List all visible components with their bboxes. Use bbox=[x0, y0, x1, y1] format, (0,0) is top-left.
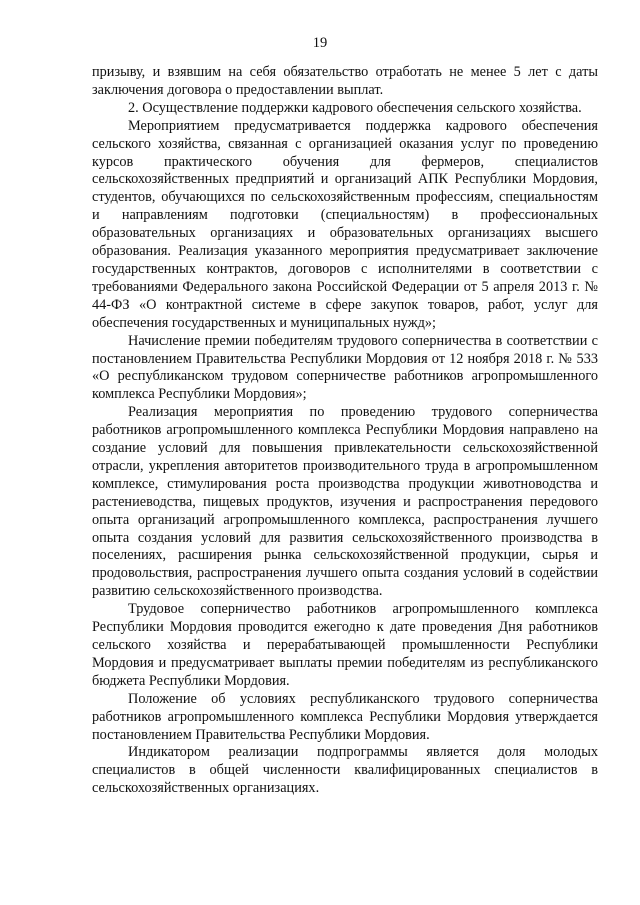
paragraph-indicator: Индикатором реализации подпрограммы является доля молодых специалистов в общей численности квалифицированных специалистов в сельскохозяйственных организациях. bbox=[92, 744, 598, 797]
paragraph-annual-competition: Трудовое соперничество работников агропромышленного комплекса Республики Мордовия проводится ежегодно к дате проведения Дня работников сельского хозяйства и перерабатывающей промышленности Республики Мордовия и предусматривает выплаты премии победителям из республиканского бюджета Республики Мордовия. bbox=[92, 601, 598, 689]
paragraph-staffing-support: Мероприятием предусматривается поддержка кадрового обеспечения сельского хозяйства, связанная с организацией оказания услуг по проведению курсов практического обучения для фермеров, специалистов сельскохозяйственных предприятий и организаций АПК Республики Мордовия, студентов, обучающихся по сельскохозяйственным профессиям, специальностям и направлениям подготовки (специальностям) в профессиональных образовательных организациях и образовательных организациях высшего образования. Реализация указанного мероприятия предусматривает заключение государственных контрактов, договоров с исполнителями в соответствии с требованиями Федерального закона Российской Федерации от 5 апреля 2013 г. № 44-ФЗ «О контрактной системе в сфере закупок товаров, работ, услуг для обеспечения государственных и муниципальных нужд»; bbox=[92, 117, 598, 331]
document-body bbox=[92, 64, 598, 798]
paragraph-regulation-approval: Положение об условиях республиканского трудового соперничества работников агропромышленного комплекса Республики Мордовия утверждается постановлением Правительства Республики Мордовия. bbox=[92, 690, 598, 743]
paragraph-bonus-accrual: Начисление премии победителям трудового соперничества в соответствии с постановлением Правительства Республики Мордовия от 12 ноября 2018 г. № 533 «О республиканском трудовом соперничестве работников агропромышленного комплекса Республики Мордовия»; bbox=[92, 332, 598, 403]
paragraph-continuation: призыву, и взявшим на себя обязательство отработать не менее 5 лет с даты заключения договора о предоставлении выплат. bbox=[92, 64, 598, 98]
paragraph-competition-implementation: Реализация мероприятия по проведению трудового соперничества работников агропромышленного комплекса Республики Мордовия направлено на создание условий для повышения привлекательности сельскохозяйственной отрасли, укрепления авторитетов производительного труда в агропромышленном комплексе, стимулирования роста производства продукции животноводства и растениеводства, пищевых продуктов, изучения и распространения передового опыта организаций агропромышленного комплекса, распространения лучшего опыта создания условий для развития сельскохозяйственного производства в поселениях, расширения рынка сельскохозяйственной продукции, сырья и продовольствия, распространения лучшего опыта создания условий в содействии развитию сельскохозяйственного производства. bbox=[92, 404, 598, 600]
page-number: 19 bbox=[312, 35, 328, 51]
paragraph-item-2-heading: 2. Осуществление поддержки кадрового обеспечения сельского хозяйства. bbox=[128, 99, 582, 116]
